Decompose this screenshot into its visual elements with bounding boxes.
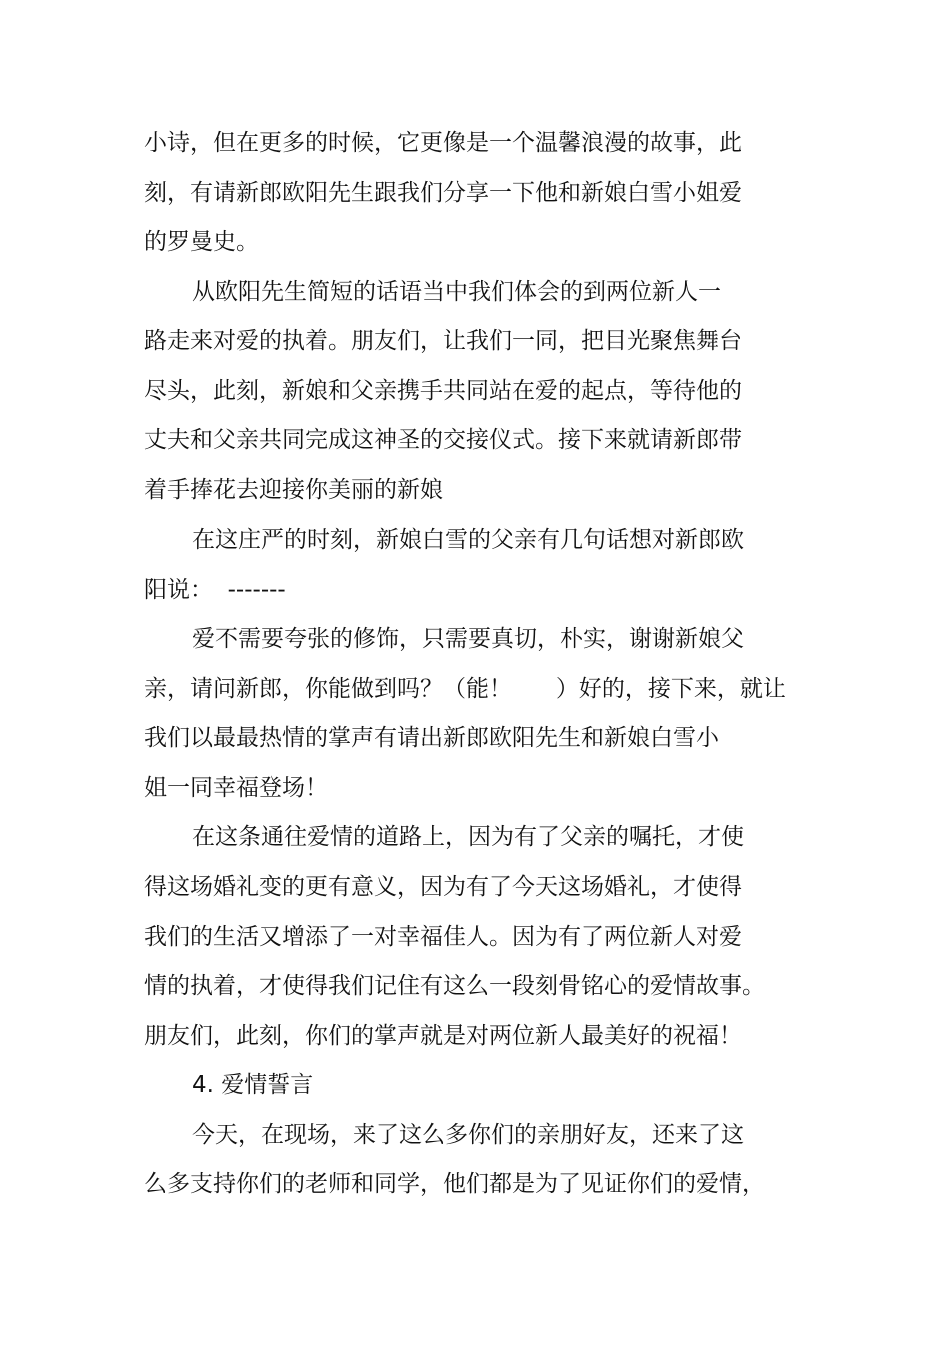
text-line: 从欧阳先生简短的话语当中我们体会的到两位新人一 xyxy=(192,279,721,305)
section-heading: 4. 爱情誓言 xyxy=(192,1072,314,1098)
text-line: 爱不需要夸张的修饰，只需要真切，朴实，谢谢新娘父 xyxy=(192,626,744,652)
text-line: 的罗曼史。 xyxy=(144,229,259,255)
text-line: 朋友们，此刻，你们的掌声就是对两位新人最美好的祝福！ xyxy=(144,1023,742,1049)
text-line: 刻，有请新郎欧阳先生跟我们分享一下他和新娘白雪小姐爱 xyxy=(144,180,742,206)
text-line: 小诗，但在更多的时候，它更像是一个温馨浪漫的故事，此 xyxy=(144,130,742,156)
text-line: 亲，请问新郎，你能做到吗？（能！ ）好的，接下来，就让 xyxy=(144,676,786,702)
text-line: 今天，在现场，来了这么多你们的亲朋好友，还来了这 xyxy=(192,1122,744,1148)
text-line: 尽头，此刻，新娘和父亲携手共同站在爱的起点，等待他的 xyxy=(144,378,742,404)
text-line: 么多支持你们的老师和同学，他们都是为了见证你们的爱情， xyxy=(144,1171,765,1197)
text-line: 着手捧花去迎接你美丽的新娘 xyxy=(144,477,443,503)
text-line: 我们的生活又增添了一对幸福佳人。因为有了两位新人对爱 xyxy=(144,924,742,950)
text-line: 路走来对爱的执着。朋友们，让我们一同，把目光聚焦舞台 xyxy=(144,328,742,354)
text-line: 在这庄严的时刻，新娘白雪的父亲有几句话想对新郎欧 xyxy=(192,527,744,553)
text-line: 我们以最最热情的掌声有请出新郎欧阳先生和新娘白雪小 xyxy=(144,725,719,751)
text-line: 姐一同幸福登场！ xyxy=(144,775,328,801)
text-line: 情的执着，才使得我们记住有这么一段刻骨铭心的爱情故事。 xyxy=(144,973,765,999)
text-line: 在这条通往爱情的道路上，因为有了父亲的嘱托，才使 xyxy=(192,824,744,850)
text-line: 阳说： ------- xyxy=(144,577,286,603)
text-line: 得这场婚礼变的更有意义，因为有了今天这场婚礼，才使得 xyxy=(144,874,742,900)
text-line: 丈夫和父亲共同完成这神圣的交接仪式。接下来就请新郎带 xyxy=(144,427,742,453)
